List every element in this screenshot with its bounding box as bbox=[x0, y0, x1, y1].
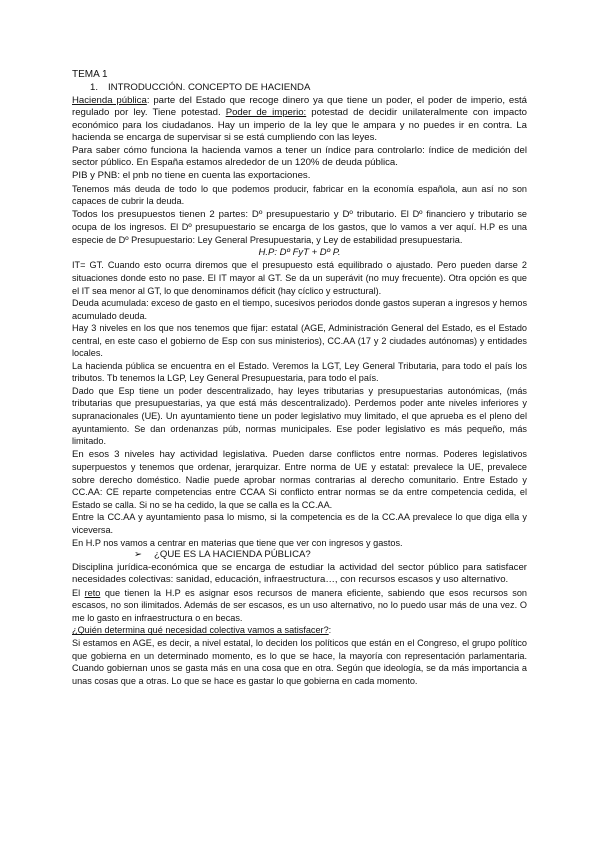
paragraph-indice: Para saber cómo funciona la hacienda vamos a tener un índice para controlarlo: índice de medición del sector público. En España estamos alrededor de un 120% de deuda pública. bbox=[72, 144, 527, 169]
section-heading-text: INTRODUCCIÓN. CONCEPTO DE HACIENDA bbox=[108, 82, 311, 93]
paragraph-text: potestad de decidir unilateralmente con impacto económico para los ciudadanos. Hay un imperio de la ley que le ampara y no puedes ir en contra. La hacienda se encarga de supervisar si se está cumpliendo con las leyes. bbox=[72, 107, 527, 144]
section-heading bbox=[72, 82, 527, 95]
paragraph-ingresos-gastos: En H.P nos vamos a centrar en materias que tiene que ver con ingresos y gastos. bbox=[72, 537, 403, 548]
paragraph-lgt-lgp: La hacienda pública se encuentra en el Estado. Veremos la LGT, Ley General Tributaria, para todo el país los tributos. Tb tenemos la LGP, Ley General Presupuestaria, para todo el país. bbox=[72, 360, 527, 384]
paragraph-text: Pueden darse conflictos entre normas. Poderes legislativos superpuestos y tenemos que ordenar, jerarquizar. Entre norma de UE y estatal: prevalece la UE, prevalece sobre derecho doméstico. Nadie puede aprobar normas contrarias al derecho comunitario. Entre Estado y CC.AA: CE reparte competencias entre CCAA Si conflicto entrar normas se da entre competencia cedida, el Estado se calla. Si no se ha cedido, la que se calla es la CC.AA. bbox=[72, 448, 527, 510]
paragraph-text: El bbox=[72, 587, 85, 598]
paragraph-reto bbox=[72, 587, 527, 625]
paragraph-disciplina: Disciplina jurídica-económica que se encarga de estudiar la actividad del sector público para satisfacer necesidades colectivas: sanidad, educación, infraestructura…, con recursos escasos y uso alternativo. bbox=[72, 561, 527, 586]
paragraph-text: Todos los presupuestos tienen 2 partes: Dº presupuestario y Dº tributario. bbox=[72, 208, 397, 220]
question-colon: : bbox=[328, 625, 332, 636]
section-number: 1. bbox=[90, 82, 99, 93]
paragraph-hacienda-publica bbox=[72, 95, 527, 145]
term-poder-de-imperio: Poder de imperio: bbox=[225, 107, 307, 119]
paragraph-text: que tienen la H.P es asignar esos recursos de manera eficiente, sabiendo que esos recursos son escasos, no son ilimitados. Además de ser escasos, es un uso alternativo, no lo puedo usar más de una vez. O me lo gasto en infraestructura o en becas. bbox=[72, 587, 528, 623]
paragraph-age: Si estamos en AGE, es decir, a nivel estatal, lo deciden los políticos que están en el Congreso, el grupo político que gobierna en un determinado momento, es lo que se hace, la mayoría con representación parlamentaria. Cuando gobiernan unos se gasta más en una cosa que en otra. Según que ideología, se da más importancia a unas cosas que a otras. Lo que se hace es gastar lo que gobierna en cada momento. bbox=[72, 638, 527, 686]
paragraph-pib-pnb: PIB y PNB: el pnb no tiene en cuenta las exportaciones. bbox=[72, 170, 311, 182]
subsection-heading-text: ¿QUE ES LA HACIENDA PÚBLICA? bbox=[154, 549, 311, 561]
document-page bbox=[72, 68, 527, 687]
paragraph-deuda-acumulada: Deuda acumulada: exceso de gasto en el tiempo, sucesivos periodos donde gastos superan a ingresos y hemos acumulado deuda. bbox=[72, 298, 528, 321]
paragraph-niveles: Hay 3 niveles en los que nos tenemos que fijar: estatal (AGE, Administración General del Estado, es el Estado central, en este caso el gobierno de Esp con sus ministerios), CC.AA (17 y 2 ciudades autónomas) y entidades locales. bbox=[72, 323, 527, 359]
paragraph-descentralizado: Dado que Esp tiene un poder descentralizado, hay leyes tributarias y presupuestarias autonómicas, (más tributarias que presupuestarias, ya que está más descentralizado). Perdemos poder ante niveles inferiores y supranacionales (UE). Un ayuntamiento tiene un poder legislativo muy limitado, el que aprueba es el pleno del ayuntamiento. Se dan ordenanzas púb, normas municipales. Ese poder legislativo es más pequeño, más limitado. bbox=[72, 385, 527, 447]
paragraph-text: El Dº financiero y tributario se ocupa de los ingresos. El Dº presupuestario se encarga de los gastos, que lo vamos a ver aquí. H.P es una especie de Dº Presupuestario: Ley General Presupuestaria, y Ley de estabilidad presupuestaria. bbox=[72, 208, 528, 245]
term-reto: reto bbox=[84, 587, 101, 598]
question-heading bbox=[72, 624, 527, 637]
paragraph-presupuestos bbox=[72, 208, 527, 247]
paragraph-text: En esos 3 niveles hay actividad legislativa. bbox=[72, 448, 268, 460]
document-title: TEMA 1 bbox=[72, 69, 108, 80]
formula: H.P: Dº FyT + Dº P. bbox=[258, 247, 341, 259]
paragraph-deuda: Tenemos más deuda de todo lo que podemos producir, fabricar en la economía española, aun así no son capaces de cubrir la deuda. bbox=[72, 183, 527, 207]
paragraph-ccaa-ayuntamiento: Entre la CC.AA y ayuntamiento pasa lo mismo, si la competencia es de la CC.AA prevalece lo que diga ella y viceversa. bbox=[72, 512, 527, 535]
paragraph-actividad-legislativa bbox=[72, 448, 527, 512]
question-text: ¿Quién determina qué necesidad colectiva vamos a satisfacer? bbox=[72, 625, 329, 636]
paragraph-it-gt: IT= GT. Cuando esto ocurra diremos que el presupuesto está equilibrado o ajustado. Pero pueden darse 2 situaciones donde esto no pase. El IT mayor al GT. Se da un superávit (no muy frecuente). Otra opción es que el IT sea menor al GT, lo que denominamos déficit (hay cíclico y estructural). bbox=[72, 260, 527, 296]
arrow-bullet-icon: ➢ bbox=[134, 549, 143, 561]
term-hacienda-publica: Hacienda pública bbox=[72, 94, 147, 106]
paragraph-text: : parte del Estado que recoge dinero ya que tiene un poder, el poder de imperio, está regulado por ley. Tiene potestad. bbox=[72, 94, 528, 119]
subsection-heading bbox=[72, 549, 527, 562]
